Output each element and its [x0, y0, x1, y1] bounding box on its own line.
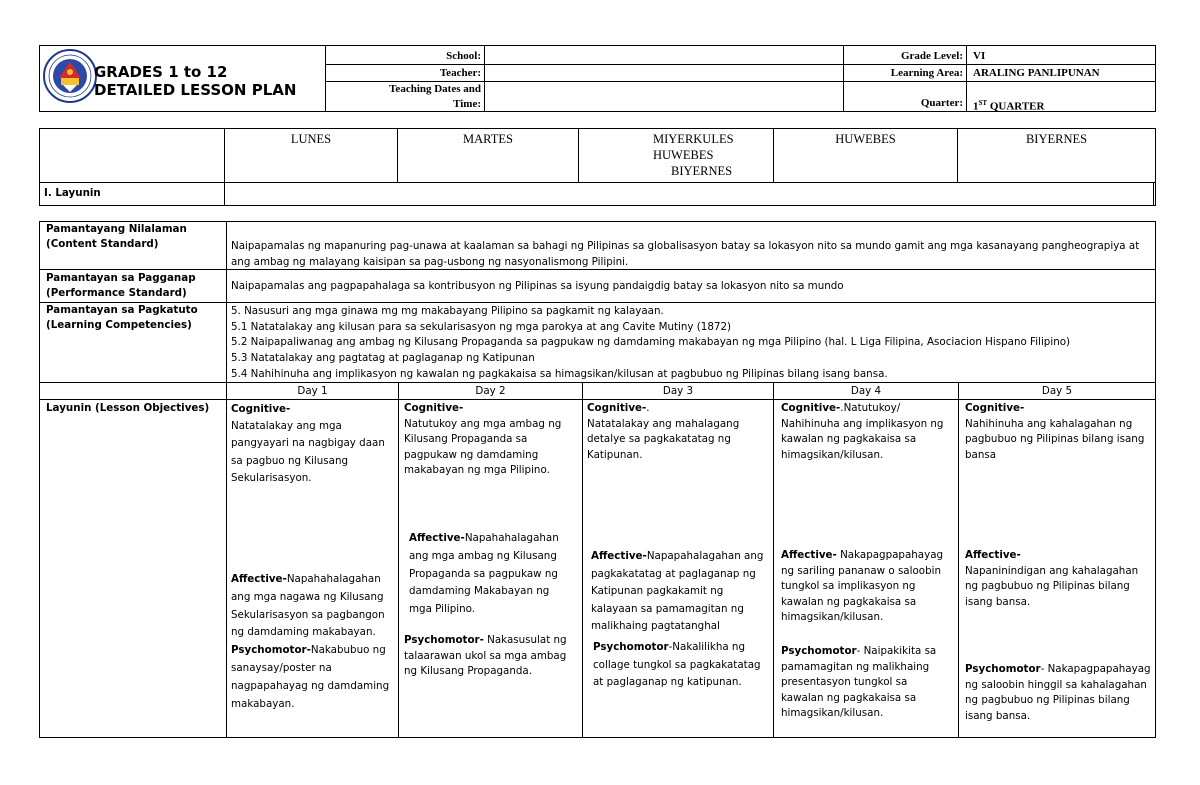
learning-competencies-label-line2: (Learning Competencies)	[46, 319, 192, 331]
plan-title-line2: DETAILED LESSON PLAN	[94, 81, 297, 99]
objective-line: at paglaganap ng katipunan.	[593, 676, 742, 689]
objective-line: kawalan ng pagkakaisa sa	[781, 433, 917, 445]
day5-cognitive	[965, 401, 1154, 463]
objective-line: pamamagitan ng malikhaing	[781, 660, 930, 673]
day2-affective	[409, 530, 581, 619]
day-header-biyernes: BIYERNES	[1025, 132, 1088, 146]
competency-item: 5. Nasusuri ang mga ginawa mg mg makabayang Pilipino sa pagkamit ng kalayaan.	[231, 305, 664, 317]
objective-line: ng Kilusang Propaganda.	[404, 665, 533, 677]
day2-cognitive	[404, 401, 580, 479]
day-header-huwebes: HUWEBES	[835, 132, 896, 146]
content-standard-label-line1: Pamantayang Nilalaman	[46, 223, 187, 235]
quarter-number: 1	[973, 100, 979, 113]
objective-line: detalye sa pagkakatatag ng	[587, 433, 731, 445]
objective-line: Nakabubuo ng	[310, 644, 386, 657]
objective-line: collage tungkol sa pagkakatatag	[593, 658, 761, 671]
objective-line: pagpukaw ng damdaming	[404, 448, 539, 461]
objective-line: sa pagbuo ng Kilusang	[231, 454, 349, 467]
objective-line: ng pagbubuo ng Pilipinas bilang	[965, 694, 1130, 706]
layunin-label: I. Layunin	[44, 187, 101, 199]
objective-line: damdaming Makabayan ng	[409, 585, 550, 598]
teacher-field[interactable]	[488, 66, 838, 81]
day1-affective	[231, 571, 397, 713]
objective-line: Natatalakay ang mga	[231, 420, 342, 433]
psychomotor-heading: Psychomotor	[593, 641, 669, 653]
objective-line: ng saloobin hinggil sa kahalagahan	[965, 678, 1147, 691]
affective-heading: Affective-	[409, 532, 465, 544]
competency-item: 5.4 Nahihinuha ang implikasyon ng kawalan ng pagkakaisa sa himagsikan/kilusan at pagbubuo ng Pilipinas bilang isang bansa.	[231, 367, 888, 380]
objective-line: pangyayari na nagbigay daan	[231, 437, 385, 450]
objective-line: .	[646, 402, 650, 414]
objective-line: makabayan.	[231, 697, 295, 710]
teaching-dates-field[interactable]	[488, 88, 838, 103]
learning-area-label: Learning Area:	[890, 67, 963, 79]
day-label-5: Day 5	[1041, 385, 1073, 397]
teacher-label: Teacher:	[439, 67, 481, 79]
affective-heading: Affective-	[591, 550, 647, 562]
grade-level-value: VI	[973, 50, 986, 62]
objective-line: Natatalakay ang mahalagang	[587, 417, 740, 430]
psychomotor-heading: Psychomotor	[965, 663, 1041, 675]
objective-line: Nakapagpapahayag	[836, 549, 944, 561]
objective-line: makabayan ng mga Pilipino.	[404, 464, 550, 476]
quarter-label: Quarter:	[920, 97, 963, 109]
objective-line: -Nakalilikha ng	[668, 641, 745, 653]
objective-line: himagsikan/kilusan.	[781, 707, 884, 719]
day4-affective	[781, 548, 957, 626]
day4-cognitive	[781, 401, 957, 463]
day1-cognitive	[231, 401, 396, 487]
affective-heading: Affective-	[965, 549, 1021, 561]
deped-seal	[42, 48, 98, 104]
day5-psychomotor	[965, 662, 1154, 724]
affective-heading: Affective-	[781, 549, 837, 561]
psychomotor-heading: Psychomotor	[781, 645, 857, 657]
day3-cognitive	[587, 401, 771, 463]
plan-title	[94, 63, 296, 99]
objective-line: Nahihinuha ang implikasyon ng	[781, 417, 944, 430]
performance-standard-text: Naipapamalas ang pagpapahalaga sa kontribusyon ng Pilipinas sa isyung pandaigdig batay sa lokasyon nito sa mundo	[231, 280, 844, 292]
objective-line: ang mga ambag ng Kilusang	[409, 549, 557, 562]
objective-line: presentasyon tungkol sa	[781, 676, 908, 688]
day-header-miyerkules-line: MIYERKULES	[653, 132, 734, 146]
psychomotor-heading: Psychomotor-	[231, 644, 311, 657]
performance-standard-label-line2: (Performance Standard)	[46, 287, 187, 299]
competency-item: 5.3 Natatalakay ang pagtatag at paglaganap ng Katipunan	[231, 352, 535, 365]
objective-line: sanaysay/poster na	[231, 661, 332, 674]
school-label: School:	[446, 50, 481, 62]
day3-affective	[591, 548, 771, 636]
objective-line: Natutukoy ang mga ambag ng	[404, 417, 562, 430]
objective-line: isang bansa.	[965, 595, 1031, 608]
competency-item: 5.2 Naipapaliwanag ang ambag ng Kilusang Propaganda sa pagpukaw ng damdaming makabayan ng mga Pilipino (hal. L Liga Filipina, Asociacion Hispano Filipino)	[231, 336, 1071, 349]
day-label-1: Day 1	[297, 385, 328, 397]
learning-competencies-label	[46, 303, 198, 333]
cognitive-heading: Cognitive-	[781, 402, 841, 414]
quarter-value	[973, 96, 1044, 115]
objective-line: nagpapahayag ng damdaming	[231, 679, 390, 692]
content-standard-text: Naipapamalas ng mapanuring pag-unawa at kaalaman sa bahagi ng Pilipinas sa globalisasyon batay sa lokasyon nito sa mundo gamit ang mga kasanayang pangheograpiya at ang ambag ng malayang kaisipan sa pag-usbong ng nasyonalismong Pilipini.	[231, 240, 1140, 268]
objective-line: kawalan ng pagkakaisa sa	[781, 691, 917, 704]
objective-line: pagkakatatag at paglaganap ng	[591, 567, 756, 580]
objective-line: Napahahalagahan	[464, 532, 559, 544]
quarter-ordinal: ST	[978, 99, 988, 107]
objective-line: Sekularisasyon.	[231, 471, 312, 484]
school-field[interactable]	[488, 49, 838, 64]
objective-line: Kilusang Propaganda sa	[404, 433, 528, 445]
content-standard-label	[46, 222, 187, 252]
objective-line: .Natutukoy/	[840, 402, 901, 414]
lesson-objectives-label: Layunin (Lesson Objectives)	[46, 402, 210, 414]
objective-line: Katipunan pagkakamit ng	[591, 585, 724, 598]
affective-heading: Affective-	[231, 573, 287, 585]
teaching-dates-label-line2: Time:	[453, 98, 481, 110]
objective-line: ng damdaming makabayan.	[231, 626, 376, 639]
day-label-2: Day 2	[475, 385, 506, 397]
cognitive-heading: Cognitive-	[587, 402, 647, 414]
performance-standard-label	[46, 271, 196, 301]
day-label-3: Day 3	[662, 385, 694, 397]
objective-line: ng sariling pananaw o saloobin	[781, 564, 942, 577]
objective-line: Nakasusulat ng	[483, 634, 567, 646]
objective-line: isang bansa.	[965, 709, 1031, 722]
objective-line: Napaninindigan ang kahalagahan	[965, 564, 1139, 577]
objective-line: tungkol sa implikasyon ng	[781, 580, 916, 592]
objective-line: Propaganda sa pagpukaw ng	[409, 567, 558, 580]
day3-psychomotor	[593, 639, 773, 692]
objective-line: ang mga nagawa ng Kilusang	[231, 590, 384, 603]
day-header-biyernes-line: BIYERNES	[671, 164, 733, 178]
day4-psychomotor	[781, 644, 957, 722]
objective-line: talaarawan ukol sa mga ambag	[404, 649, 567, 662]
learning-area-value: ARALING PANLIPUNAN	[973, 67, 1100, 79]
day-label-4: Day 4	[850, 385, 882, 397]
day5-affective	[965, 548, 1154, 610]
day-header-martes: MARTES	[463, 132, 513, 146]
objective-line: bansa	[965, 448, 997, 461]
cognitive-heading: Cognitive-	[231, 403, 291, 415]
objective-line: pagbubuo ng Pilipinas bilang isang	[965, 433, 1145, 445]
performance-standard-label-line1: Pamantayan sa Pagganap	[46, 272, 196, 284]
objective-line: mga Pilipino.	[409, 603, 476, 616]
objective-line: kalayaan sa pamamagitan ng	[591, 602, 744, 615]
objective-line: malikhaing pagtatanghal	[591, 620, 720, 633]
objective-line: himagsikan/kilusan.	[781, 611, 884, 623]
quarter-suffix: QUARTER	[987, 100, 1045, 113]
competency-item: 5.1 Natatalakay ang kilusan para sa sekularisasyon ng mga parokya at ang Cavite Mutiny (1872)	[231, 320, 732, 333]
teaching-dates-label-line1: Teaching Dates and	[389, 83, 481, 95]
objective-line: himagsikan/kilusan.	[781, 448, 884, 461]
objective-line: Sekularisasyon sa pagbangon	[231, 608, 385, 621]
content-standard-label-line2: (Content Standard)	[46, 238, 159, 250]
plan-title-line1: GRADES 1 to 12	[94, 63, 228, 81]
objective-line: Napahahalagahan	[286, 573, 381, 585]
teaching-dates-label	[330, 82, 481, 112]
objective-line: - Naipakikita sa	[856, 645, 937, 657]
day-header-lunes: LUNES	[290, 132, 332, 146]
objective-line: Nahihinuha ang kahalagahan ng	[965, 417, 1133, 430]
objective-line: - Nakapagpapahayag	[1040, 663, 1151, 675]
grade-level-label: Grade Level:	[900, 50, 963, 62]
learning-competencies-label-line1: Pamantayan sa Pagkatuto	[46, 304, 198, 316]
day2-psychomotor	[404, 633, 580, 680]
day-header-huwebes-line: HUWEBES	[653, 148, 714, 162]
learning-competencies-list	[231, 304, 1151, 383]
cognitive-heading: Cognitive-	[404, 402, 464, 414]
objective-line: Katipunan.	[587, 448, 643, 461]
cognitive-heading: Cognitive-	[965, 402, 1025, 414]
objective-line: ng pagbubuo ng Pilipinas bilang	[965, 580, 1130, 592]
psychomotor-heading: Psychomotor-	[404, 634, 484, 646]
objective-line: Napapahalagahan ang	[646, 550, 764, 562]
objective-line: kawalan ng pagkakaisa sa	[781, 595, 917, 608]
